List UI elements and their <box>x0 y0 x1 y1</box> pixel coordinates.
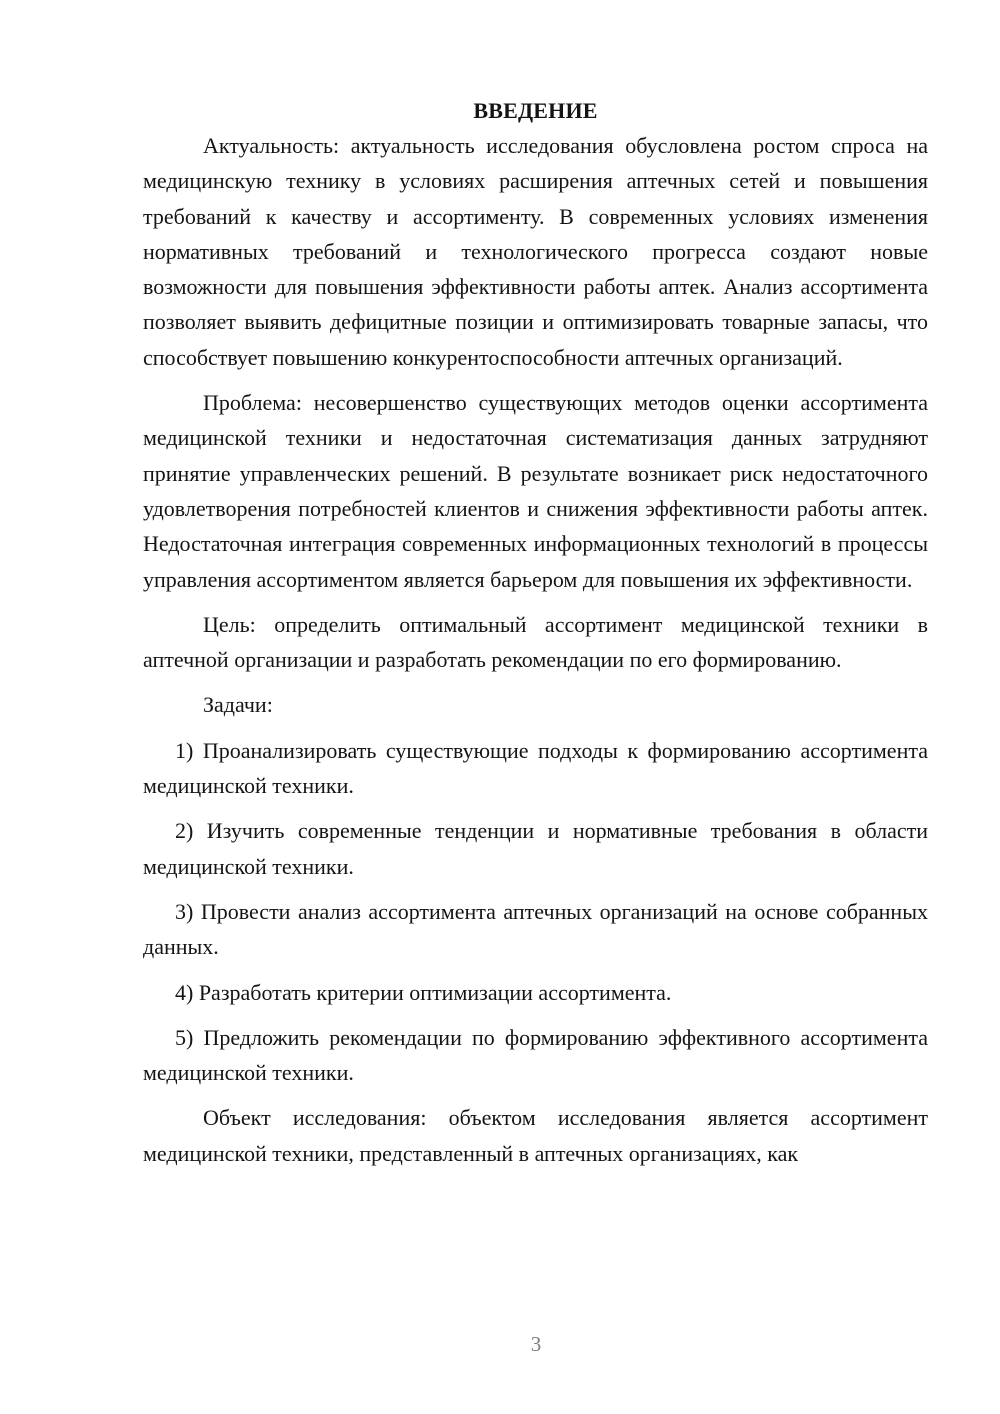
paragraph-object: Объект исследования: объектом исследования является ассортимент медицинской техники, представленный в аптечных организациях, как <box>143 1105 928 1166</box>
paragraph-problem: Проблема: несовершенство существующих методов оценки ассортимента медицинской техники и недостаточная систематизация данных затрудняют принятие управленческих решений. В результате возникает риск недостаточного удовлетворения потребностей клиентов и снижения эффективности работы аптек. Недостаточная интеграция современных информационных технологий в процессы управления ассортиментом является барьером для повышения их эффективности. <box>143 390 928 592</box>
paragraph-goal: Цель: определить оптимальный ассортимент медицинской техники в аптечной организации и разработать рекомендации по его формированию. <box>143 611 928 673</box>
paragraph-relevance: Актуальность: актуальность исследования обусловлена ростом спроса на медицинскую технику в условиях расширения аптечных сетей и повышения требований к качеству и ассортименту. В современных условиях изменения нормативных требований и технологического прогресса создают новые возможности для повышения эффективности работы аптек. Анализ ассортимента позволяет выявить дефицитные позиции и оптимизировать товарные запасы, что способствует повышению конкурентоспособности аптечных организаций. <box>143 133 928 370</box>
page-number: 3 <box>530 1332 542 1356</box>
task-item-2: 2) Изучить современные тенденции и нормативные требования в области медицинской техники. <box>143 818 928 879</box>
task-item-1: 1) Проанализировать существующие подходы к формированию ассортимента медицинской техники. <box>143 737 928 799</box>
tasks-heading: Задачи: <box>203 692 273 718</box>
task-item-4: 4) Разработать критерии оптимизации ассортимента. <box>175 979 672 1005</box>
section-title: ВВЕДЕНИЕ <box>473 98 598 123</box>
task-item-5: 5) Предложить рекомендации по формированию эффективного ассортимента медицинской техники. <box>143 1024 928 1086</box>
task-item-3: 3) Провести анализ ассортимента аптечных организаций на основе собранных данных. <box>143 898 928 960</box>
page-content <box>143 94 928 1171</box>
